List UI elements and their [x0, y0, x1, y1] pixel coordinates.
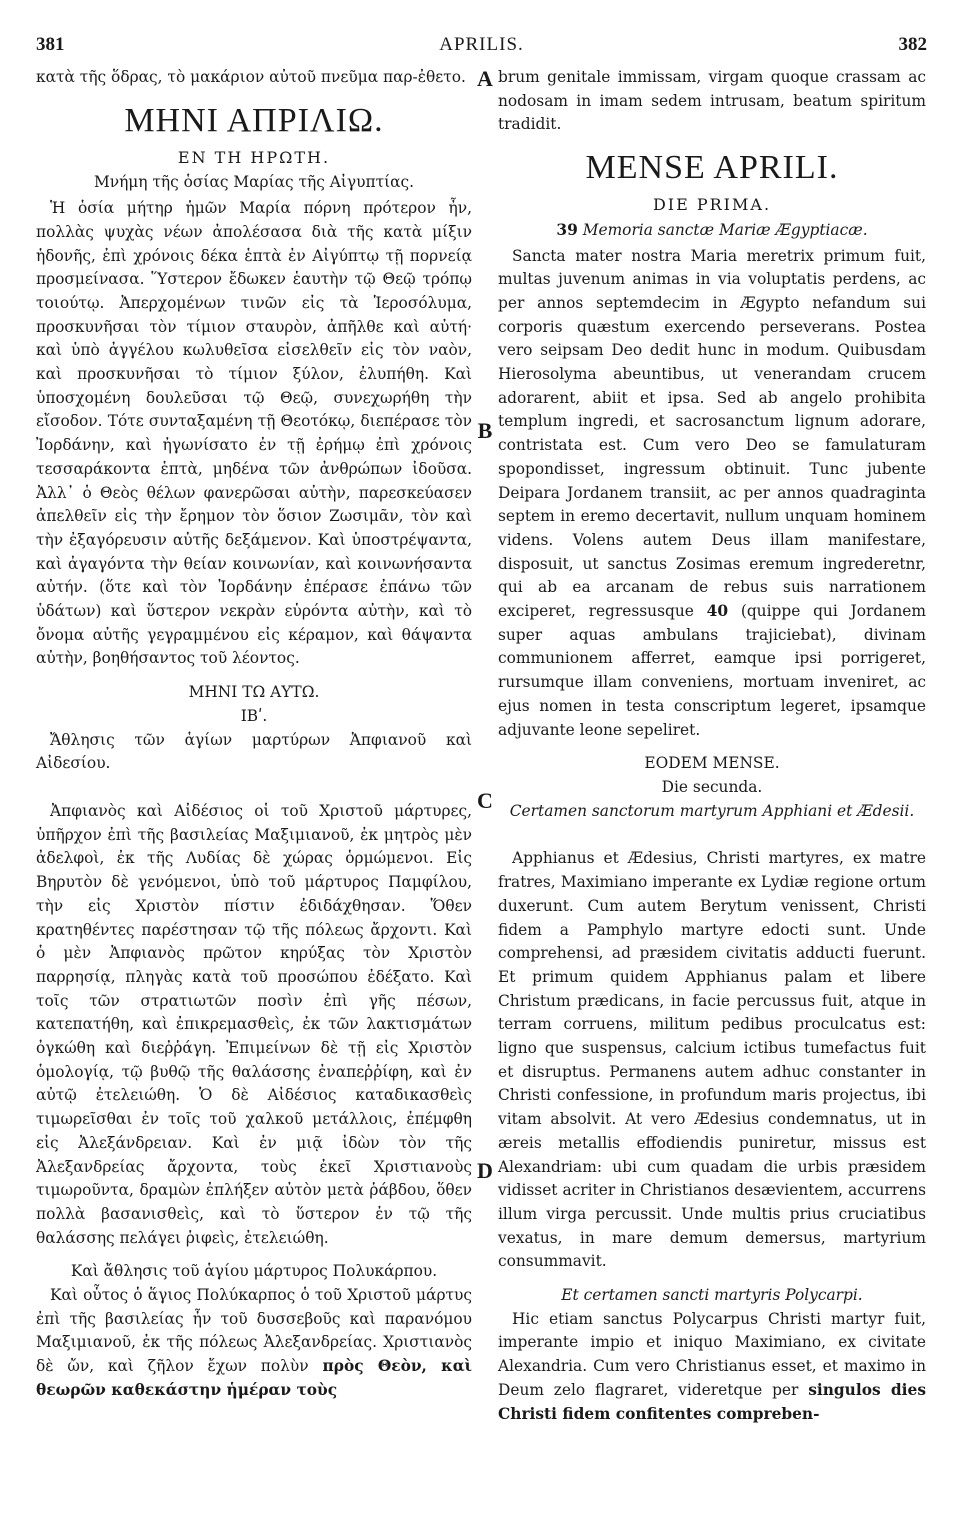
margin-letter-d: D [477, 1158, 493, 1183]
latin-paragraph-mary [498, 245, 926, 743]
latin-month-same: EODEM MENSE. [644, 754, 780, 773]
latin-paragraph-polycarp [498, 1308, 926, 1427]
greek-month-same: ΜΗΝΙ ΤΩ ΑΥΤΩ. [188, 683, 320, 702]
greek-column [36, 66, 472, 1403]
latin-memoria-number: 39 [556, 220, 578, 239]
latin-paragraph-apphianus: Apphianus et Ædesius, Christi martyres, ex matre fratres, Maximiano imperante ex Lydiæ regione ortum duxerunt. Cum autem Berytum venissent, Christi fidem a Pamphylo martyre edocti sunt. Unde comprehensi, ad præsidem civitatis adducti fuerunt. Et primum quidem Apphianus palam et libere Christum prædicans, in facie percussus fuit, atque in terram corruens, militum pedibus proculcatus est: ligno que suspensus, calcium ictibus tumefactus fuit et disruptus. Permanens autem adhuc constanter in Christi confessione, in profundum maris projectus, ibi vitam absolvit. At vero Ædesius condemnatus, ut in æreis metallis effodiendis puniretur, missus est Alexandriam: ubi cum quadam die urbis præsidem vidisset acriter in Christianos desævientem, accurrens illum virga percussit. Unde multis prius cruciatibus vexatus, in mare demum demersus, martyrium consummavit. [498, 849, 926, 1271]
latin-polycarp-heading: Et certamen sancti martyris Polycarpi. [561, 1286, 863, 1305]
latin-column [498, 66, 926, 1426]
latin-day-two: Die secunda. [661, 777, 763, 796]
latin-mary-number: 40 [706, 602, 729, 621]
latin-polycarp-tail: singulos dies Christi fidem confitentes compreben- [498, 1380, 926, 1423]
running-title: APRILIS. [439, 34, 524, 55]
margin-letter-a: A [477, 66, 493, 91]
greek-paragraph-polycarp [36, 1284, 472, 1403]
latin-memoria-text: Memoria sanctæ Mariæ Ægyptiacæ. [582, 220, 868, 239]
latin-month-title: MENSE APRILI. [585, 149, 839, 187]
greek-day-one: ΕΝ ΤΗ ΗΡΩΤΗ. [177, 147, 331, 167]
greek-memoria-heading: Μνήμη τῆς ὁσίας Μαρίας τῆς Αἰγυπτίας. [93, 173, 415, 192]
greek-certamen-heading: Ἄθλησις τῶν ἁγίων μαρτύρων Ἀπφιανοῦ καὶ Αἰδεσίου. [36, 730, 472, 773]
latin-intro: brum genitale immissam, virgam quoque crassam ac nodosam in imam sedem intrusam, beatum spiritum tradidit. [498, 68, 926, 134]
page-header [36, 34, 927, 60]
latin-memoria-heading [498, 219, 926, 243]
page-number-right: 382 [898, 34, 927, 55]
margin-letter-c: C [477, 788, 493, 813]
greek-paragraph-mary: Ἡ ὁσία μήτηρ ἡμῶν Μαρία πόρνη πρότερον ἦν, πολλὰς ψυχὰς νέων ἀπολέσασα διὰ τῆς κατὰ μίξιν ἡδονῆς, ἐπὶ χρόνοις δέκα ἑπτὰ ἐν Αἰγύπτῳ τῇ πορνείᾳ προσμείνασα. Ὕστερον ἔδωκεν ἑαυτὴν τῷ Θεῷ τρόπῳ τοιούτῳ. Ἀπερχομένων τινῶν εἰς τὰ Ἱεροσόλυμα, προσκυνῆσαι τὸν τίμιον σταυρὸν, ἀπῆλθε καὶ αὐτή· καὶ ὑπὸ ἀγγέλου κωλυθεῖσα εἰσελθεῖν εἰς τὸν ναὸν, καὶ προσκυνῆσαι τὸ τίμιον ξύλον, ἐλυπήθη. Καὶ ὑποσχομένη δουλεῦσαι τῷ Θεῷ, συνεχωρήθη τὴν εἴσοδον. Τότε συνταξαμένη τῇ Θεοτόκῳ, διεπέρασε τὸν Ἰορδάνην, καὶ ἠγωνίσατο ἐν τῇ ἐρήμῳ ἐπὶ χρόνοις τεσσαράκοντα ἑπτὰ, μηδένα τῶν ἀνθρώπων ἰδοῦσα. Ἀλλ᾽ ὁ Θεὸς θέλων φανερῶσαι αὐτὴν, παρεσκεύασεν ἀπελθεῖν εἰς τὴν ἔρημον τὸν ὅσιον Ζωσιμᾶν, τὸν καὶ τὴν ἐξαγόρευσιν αὐτῆς δεξάμενον. Καὶ ὑποστρέψαντα, καὶ ἀγαγόντα τὴν θείαν κοινωνίαν, καὶ κοινωνήσαντα αὐτήν. (ὅτε καὶ τὸν Ἰορδάνην ἐπέρασε ἐπάνω τῶν ὑδάτων) καὶ ὕστερον νεκρὰν εὑρόντα αὐτὴν, καὶ τὸ ὄνομα αὐτῆς γεγραμμένου εἰς κέραμον, καὶ θάψαντα αὐτὴν, βοηθήσαντος τοῦ λέοντος. [36, 199, 472, 668]
greek-polycarp-heading: Καὶ ἄθλησις τοῦ ἁγίου μάρτυρος Πολυκάρπου. [70, 1262, 438, 1281]
greek-polycarp-text: Καὶ οὗτος ὁ ἅγιος Πολύκαρπος ὁ τοῦ Χριστοῦ μάρτυς ἐπὶ τῆς βασιλείας ἦν τοῦ δυσσεβοῦς καὶ παρανόμου Μαξιμιανοῦ, ἐκ τῆς πόλεως Ἀλεξανδρείας. Χριστιανὸς δὲ ὤν, καὶ ζῆλον ἔχων πολὺν [36, 1286, 472, 1376]
latin-day-one: DIE PRIMA. [652, 195, 772, 215]
page-number-left: 381 [36, 34, 65, 55]
margin-letter-b: B [477, 418, 493, 443]
greek-day-two: ΙΒʹ. [240, 706, 268, 725]
greek-paragraph-apphianus: Ἀπφιανὸς καὶ Αἰδέσιος οἱ τοῦ Χριστοῦ μάρτυρες, ὑπῆρχον ἐπὶ τῆς βασιλείας Μαξιμιανοῦ, ἐκ μητρὸς μὲν ἀδελφοὶ, ἐκ τῆς Λυδίας δὲ χώρας ὁρμώμενοι. Εἰς Βηρυτὸν δὲ γενόμενοι, ὑπὸ τοῦ μάρτυρος Παμφίλου, τὴν εἰς Χριστὸν πίστιν ἐδιδάχθησαν. Ὅθεν κρατηθέντες παρέστησαν τῷ τῆς πόλεως ἄρχοντι. Καὶ ὁ μὲν Ἀπφιανὸς πρῶτον κηρύξας τὸν Χριστὸν παρρησίᾳ, πληγὰς κατὰ τοῦ προσώπου ἐδέξατο. Καὶ τοῖς τῶν στρατιωτῶν ποσὶν ἐπὶ γῆς πέσων, κατεπατήθη, καὶ ἐπικρεμασθεὶς, ἐκ τῶν λακτισμάτων ὀγκώθη καὶ διεῤῥάγη. Ἐπιμείνων δὲ τῇ εἰς Χριστὸν ὁμολογίᾳ, τῷ βυθῷ τῆς θαλάσσης ἐναπεῤῥίφη, καὶ ἐν αὐτῷ ἐτελειώθη. Ὁ δὲ Αἰδέσιος καταδικασθεὶς τιμωρεῖσθαι ἐν τοῖς τοῦ χαλκοῦ μετάλλοις, ἐπέμφθη εἰς Ἀλεξάνδρειαν. Καὶ ἐν μιᾷ ἰδὼν τὸν τῆς Ἀλεξανδρείας ἄρχοντα, τοὺς ἐκεῖ Χριστιανοὺς τιμωροῦντα, δραμὼν ἐπλήξεν αὐτὸν μετὰ ῥάβδου, ὅθεν πολλὰ βασανισθεὶς, καὶ τὸ ὕστερον ἐν τῷ τῆς θαλάσσης πελάγει ῥιφεὶς, ἐτελειώθη. [36, 801, 472, 1247]
latin-certamen-heading: Certamen sanctorum martyrum Apphiani et Ædesii. [509, 801, 915, 820]
greek-intro: κατὰ τῆς ὅδρας, τὸ μακάριον αὐτοῦ πνεῦμα παρ-ἐθετο. [36, 68, 466, 86]
latin-mary-text: Sancta mater nostra Maria meretrix primum fuit, multas juvenum animas in via voluptatis perdens, ac per annos septemdecim in Ægypto nefandum sui corporis quæstum exercendo perseverans. Postea vero seipsam Deo dedit hunc in modum. Quibusdam Hierosolyma abeuntibus, ut venerandam crucem adorarent, abiit et ipsa. Sed ab angelo prohibita templum ingredi, et sacrosanctum lignum adorare, contristata est. Cum vero Deo se famulaturam spopondisset, ingressum obtinuit. Tunc jubente Deipara Jordanem transiit, ac per annos quadraginta septem in eremo decertavit, nullum unquam hominem videns. Volens autem Deus illam manifestare, disposuit, ut sanctus Zosimas eremum ingrederetnr, qui ab ea arcanam de rebus suis narrationem exciperet, regressusque [498, 246, 926, 621]
greek-month-title: ΜΗΝΙ ΑΠΡΙΛΙΩ. [124, 101, 384, 139]
latin-mary-end: (quippe qui Jordanem super aquas ambulans trajiciebat), divinam communionem afferret, eamque ipsi porrigeret, rursumque illam conveniens, mortuam inveniret, ac ejus nomen in testa conscriptum legeret, ipsamque adjuvante leone sepeliret. [498, 602, 926, 739]
greek-polycarp-tail: πρὸς Θεὸν, καὶ θεωρῶν καθεκάστην ἡμέραν τοὺς [36, 1357, 472, 1399]
latin-polycarp-text: Hic etiam sanctus Polycarpus Christi martyr fuit, imperante impio et iniquo Maximiano, ex civitate Alexandria. Cum vero Christianus esset, et maximo in Deum zelo flagraret, videretque per [498, 1309, 926, 1399]
